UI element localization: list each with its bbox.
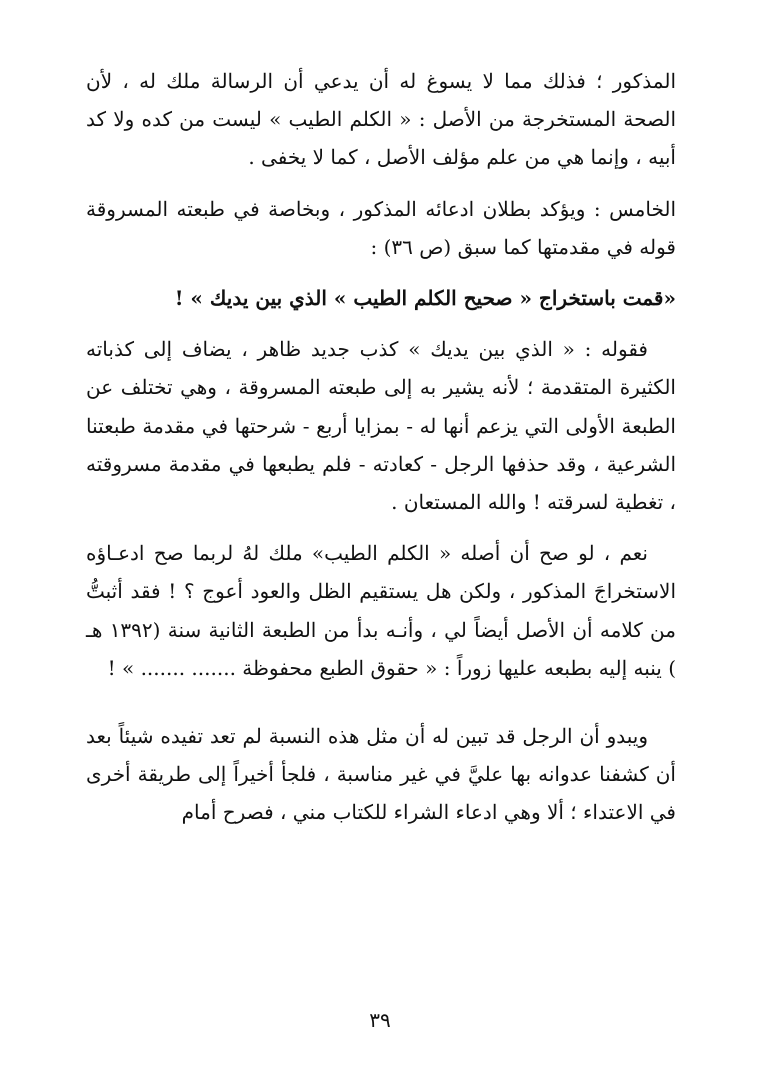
body-text xyxy=(86,62,676,832)
paragraph-2: الخامس : ويؤكد بطلان ادعائه المذكور ، وبخاصة في طبعته المسروقة قوله في مقدمتها كما سبق (ص ٣٦) : xyxy=(86,196,676,259)
paragraph-3: فقوله : « الذي بين يديك » كذب جديد ظاهر ، يضاف إلى كذباته الكثيرة المتقدمة ؛ لأنه يشير به إلى طبعته المسروقة ، وهي تختلف عن الطبعة الأولى التي يزعم أنها له - بمزايا أربع - شرحتها في مقدمة طبعتنا الشرعية ، وقد حذفها الرجل - كعادته - فلم يطبعها في مقدمة مسروقته ، تغطية لسرقته ! والله المستعان . xyxy=(86,337,676,515)
paragraph-4: نعم ، لو صح أن أصله « الكلم الطيب» ملك لهُ لربما صح ادعـاؤه الاستخراجَ المذكور ، ولكن هل يستقيم الظل والعود أعوج ؟ ! فقد أثبتُّ من كلامه أن الأصل أيضاً لي ، وأنـه بدأ من الطبعة الثانية سنة (١٣٩٢ هـ ) ينبه إليه بطبعه عليها زوراً : « حقوق الطبع محفوظة ....... ....... » ! xyxy=(86,541,676,680)
quoted-statement: «قمت باستخراج « صحيح الكلم الطيب » الذي بين يديك » ! xyxy=(174,286,676,311)
paragraph-5: ويبدو أن الرجل قد تبين له أن مثل هذه النسبة لم تعد تفيده شيئاً بعد أن كشفنا عدوانه بها عليَّ في غير مناسبة ، فلجأ أخيراً إلى طريقة أخرى في الاعتداء ؛ ألا وهي ادعاء الشراء للكتاب مني ، فصرح أمام xyxy=(86,724,676,825)
paragraph-1: المذكور ؛ فذلك مما لا يسوغ له أن يدعي أن الرسالة ملك له ، لأن الصحة المستخرجة من الأصل : « الكلم الطيب » ليست من كده ولا كد أبيه ، وإنما هي من علم مؤلف الأصل ، كما لا يخفى . xyxy=(86,69,676,170)
page-number: ٣٩ xyxy=(369,1008,391,1032)
